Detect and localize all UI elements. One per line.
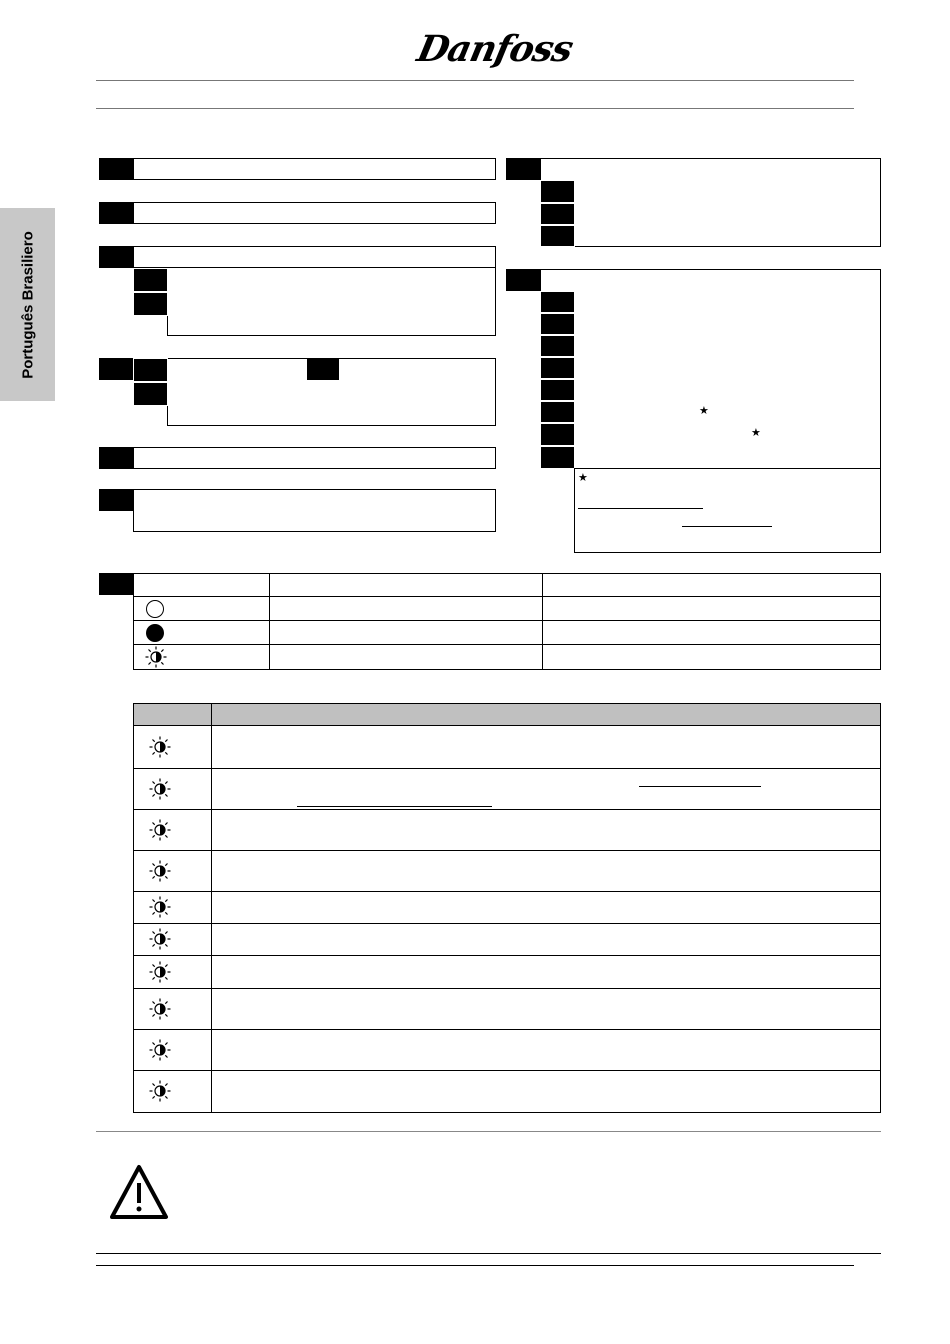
- led-table-row-off: [134, 597, 881, 621]
- right-box-2-marker: [506, 269, 541, 291]
- led-table-cell: [270, 621, 543, 645]
- led-table-cell: [543, 645, 881, 670]
- led-table-row-on: [134, 621, 881, 645]
- star-marker-1: ★: [699, 405, 709, 417]
- left-box-6-marker: [99, 489, 134, 511]
- flashing-light-icon: [147, 926, 173, 952]
- circle-filled-icon: [134, 622, 174, 644]
- warning-rule-top: [96, 1131, 881, 1132]
- flash-table-row-divider: [134, 1029, 880, 1030]
- footer-rule-1: [96, 1253, 881, 1254]
- left-box-1: [133, 158, 496, 180]
- right-box-2-sub-marker-7: [540, 423, 575, 446]
- left-box-4-sub-marker-1: [133, 358, 168, 382]
- right-box-2: [540, 269, 881, 469]
- footer-rule-2: [96, 1265, 854, 1266]
- flash-table-row-divider: [134, 1070, 880, 1071]
- flashing-light-icon: [147, 1078, 173, 1104]
- left-box-3-sub-marker-2: [133, 292, 168, 316]
- flashing-light-icon: [147, 734, 173, 760]
- flash-table-row-divider: [134, 891, 880, 892]
- left-box-5-marker: [99, 447, 134, 469]
- right-box-2-sub-marker-8: [540, 446, 575, 469]
- led-table-row-flash: [134, 645, 881, 670]
- flash-table-row-divider: [134, 809, 880, 810]
- led-table-cell: [543, 621, 881, 645]
- flash-table-row-divider: [134, 768, 880, 769]
- flashing-light-icon: [147, 776, 173, 802]
- right-box-1-sub-marker-3: [540, 225, 575, 247]
- right-box-1-sub-marker-2: [540, 203, 575, 225]
- led-status-table: [133, 573, 881, 670]
- flash-table-column-divider: [211, 704, 212, 1112]
- circle-outline-icon: [134, 598, 174, 620]
- flashing-light-icon: [147, 959, 173, 985]
- flash-pattern-table: [133, 703, 881, 1113]
- led-table-marker: [99, 573, 134, 595]
- led-table-icon-cell: [134, 621, 270, 645]
- flash-table-row-divider: [134, 850, 880, 851]
- star-marker-note: ★: [578, 472, 588, 484]
- left-box-2: [133, 202, 496, 224]
- left-box-1-marker: [99, 158, 134, 180]
- flash-table-row-divider: [134, 955, 880, 956]
- flash-table-row-divider: [134, 988, 880, 989]
- header-rule-top: [96, 80, 854, 81]
- led-table-cell: [543, 597, 881, 621]
- left-box-4-inline-marker: [307, 358, 339, 380]
- left-box-5: [133, 447, 496, 469]
- right-box-2-sub-marker-3: [540, 335, 575, 357]
- left-box-3-body: [167, 267, 496, 336]
- language-side-tab[interactable]: [0, 208, 55, 401]
- flashing-light-icon: [147, 817, 173, 843]
- right-box-1: [540, 158, 881, 247]
- right-box-2-sub-marker-6: [540, 401, 575, 423]
- right-box-1-marker: [506, 158, 541, 180]
- left-box-3-sub-marker-1: [133, 268, 168, 292]
- right-box-2-sub-marker-5: [540, 379, 575, 401]
- flashing-light-icon: [134, 645, 174, 669]
- right-box-2-sub-marker-1: [540, 291, 575, 313]
- left-box-3-header: [133, 246, 496, 268]
- flashing-light-icon: [147, 1037, 173, 1063]
- note-underline-2: [682, 526, 772, 527]
- led-table-header-row: [134, 574, 881, 597]
- flash-table-header: [134, 704, 880, 726]
- danfoss-logo: Danfoss: [413, 28, 577, 70]
- flash-table-row-divider: [134, 923, 880, 924]
- flashing-light-icon: [147, 996, 173, 1022]
- warning-triangle-icon: [108, 1163, 170, 1221]
- right-box-1-sub-marker-1: [540, 180, 575, 203]
- led-table-icon-cell: [134, 645, 270, 670]
- left-box-6: [133, 489, 496, 532]
- left-box-4-sub-marker-2: [133, 382, 168, 406]
- led-table-cell: [270, 597, 543, 621]
- flashing-light-icon: [147, 858, 173, 884]
- left-box-3-marker: [99, 246, 134, 268]
- led-table-cell: [134, 574, 270, 597]
- note-underline-1: [578, 508, 703, 509]
- left-box-4-marker: [99, 358, 134, 380]
- star-marker-2: ★: [751, 427, 761, 439]
- right-box-2-sub-marker-4: [540, 357, 575, 379]
- flash-table-underline-2: [297, 806, 492, 807]
- led-table-cell: [270, 574, 543, 597]
- led-table-icon-cell: [134, 597, 270, 621]
- led-table-cell: [543, 574, 881, 597]
- language-side-tab-label: Português Brasiliero: [19, 230, 36, 379]
- left-box-2-marker: [99, 202, 134, 224]
- led-table-cell: [270, 645, 543, 670]
- flash-table-underline-1: [639, 786, 761, 787]
- right-note-box: [574, 468, 881, 553]
- header-rule-bottom: [96, 108, 854, 109]
- right-box-2-sub-marker-2: [540, 313, 575, 335]
- flashing-light-icon: [147, 894, 173, 920]
